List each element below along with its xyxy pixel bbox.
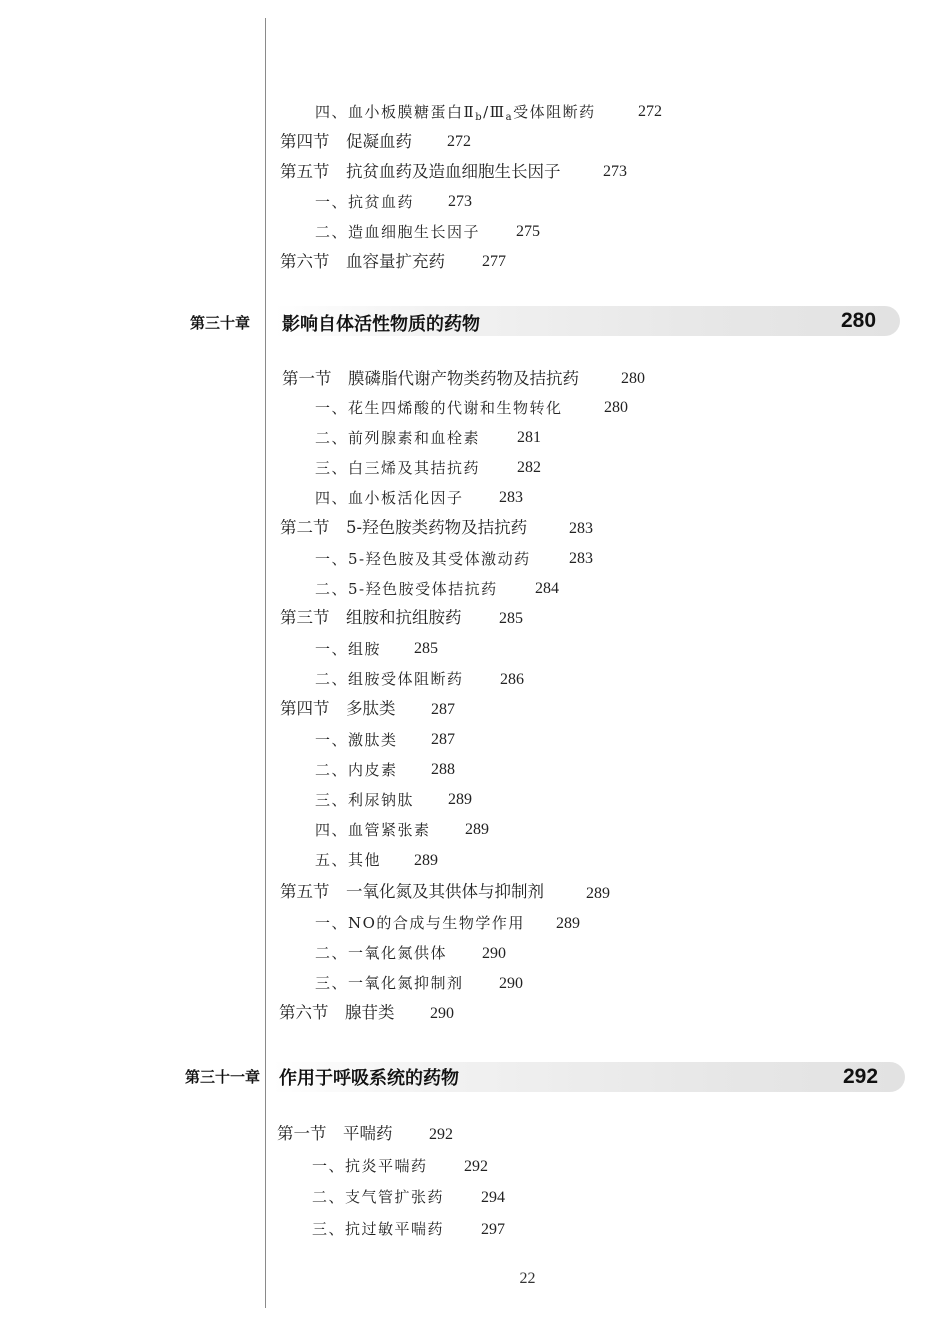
entry-page: 289 bbox=[586, 885, 610, 902]
entry-page: 284 bbox=[535, 580, 559, 597]
entry-page: 283 bbox=[569, 550, 593, 567]
toc-entry: 二、内皮素 bbox=[315, 761, 398, 779]
entry-page: 287 bbox=[431, 701, 455, 718]
toc-entry: 二、支气管扩张药 bbox=[312, 1188, 445, 1206]
toc-entry bbox=[315, 102, 596, 128]
toc-entry: 二、一氧化氮供体 bbox=[315, 944, 448, 962]
page-number: 22 bbox=[519, 1270, 536, 1287]
margin-rule bbox=[265, 18, 266, 1308]
entry-page: 292 bbox=[464, 1158, 488, 1175]
entry-page: 283 bbox=[499, 489, 523, 506]
toc-entry: 五、其他 bbox=[315, 851, 382, 869]
entry-page: 285 bbox=[414, 640, 438, 657]
toc-entry: 第五节 抗贫血药及造血细胞生长因子 bbox=[280, 162, 561, 181]
entry-page: 281 bbox=[517, 429, 541, 446]
chapter-title: 影响自体活性物质的药物 bbox=[282, 314, 480, 335]
chapter-label: 第三十章 bbox=[190, 314, 251, 332]
entry-page: 275 bbox=[516, 223, 540, 240]
toc-entry: 一、组胺 bbox=[315, 640, 382, 658]
toc-entry: 三、抗过敏平喘药 bbox=[312, 1220, 445, 1238]
toc-entry: 三、白三烯及其拮抗药 bbox=[315, 459, 481, 477]
entry-page: 290 bbox=[499, 975, 523, 992]
entry-page: 273 bbox=[603, 163, 627, 180]
entry-page: 288 bbox=[431, 761, 455, 778]
entry-page: 285 bbox=[499, 610, 523, 627]
entry-text: 受体阻断药 bbox=[513, 103, 596, 121]
toc-entry: 二、造血细胞生长因子 bbox=[315, 223, 481, 241]
entry-page: 294 bbox=[481, 1189, 505, 1206]
subscript: b bbox=[475, 112, 484, 123]
toc-entry: 四、血管紧张素 bbox=[315, 821, 431, 839]
toc-entry: 第三节 组胺和抗组胺药 bbox=[280, 608, 462, 627]
toc-entry: 四、血小板活化因子 bbox=[315, 489, 464, 507]
entry-page: 289 bbox=[414, 852, 438, 869]
toc-entry: 二、组胺受体阻断药 bbox=[315, 670, 464, 688]
entry-text: 四、血小板膜糖蛋白Ⅱ bbox=[315, 103, 476, 121]
toc-entry: 第一节 平喘药 bbox=[277, 1124, 393, 1143]
toc-entry: 第四节 促凝血药 bbox=[280, 132, 412, 151]
entry-page: 297 bbox=[481, 1221, 505, 1238]
entry-text: /Ⅲ bbox=[483, 103, 506, 121]
toc-entry: 第四节 多肽类 bbox=[280, 699, 396, 718]
entry-page: 290 bbox=[430, 1005, 454, 1022]
toc-entry: 三、利尿钠肽 bbox=[315, 791, 415, 809]
toc-entry: 第六节 血容量扩充药 bbox=[280, 252, 445, 271]
entry-page: 283 bbox=[569, 520, 593, 537]
entry-page: 286 bbox=[500, 671, 524, 688]
entry-page: 273 bbox=[448, 193, 472, 210]
toc-entry: 一、花生四烯酸的代谢和生物转化 bbox=[315, 399, 563, 417]
entry-page: 280 bbox=[621, 370, 645, 387]
entry-page: 272 bbox=[638, 103, 662, 120]
entry-page: 290 bbox=[482, 945, 506, 962]
toc-entry: 第六节 腺苷类 bbox=[279, 1003, 395, 1022]
entry-page: 280 bbox=[604, 399, 628, 416]
toc-entry: 第二节 5-羟色胺类药物及拮抗药 bbox=[280, 518, 528, 537]
entry-page: 289 bbox=[448, 791, 472, 808]
toc-entry: 二、前列腺素和血栓素 bbox=[315, 429, 481, 447]
toc-entry: 一、抗炎平喘药 bbox=[312, 1157, 428, 1175]
chapter-label: 第三十一章 bbox=[185, 1068, 261, 1086]
subscript: a bbox=[505, 112, 514, 123]
toc-entry: 三、一氧化氮抑制剂 bbox=[315, 974, 464, 992]
toc-entry: 一、抗贫血药 bbox=[315, 193, 415, 211]
chapter-title: 作用于呼吸系统的药物 bbox=[279, 1068, 459, 1089]
toc-entry: 第一节 膜磷脂代谢产物类药物及拮抗药 bbox=[282, 369, 579, 388]
entry-page: 282 bbox=[517, 459, 541, 476]
toc-entry: 一、5-羟色胺及其受体激动药 bbox=[315, 550, 531, 568]
entry-page: 277 bbox=[482, 253, 506, 270]
toc-entry: 一、激肽类 bbox=[315, 731, 398, 749]
entry-page: 289 bbox=[465, 821, 489, 838]
chapter-page: 280 bbox=[841, 309, 877, 332]
entry-page: 287 bbox=[431, 731, 455, 748]
toc-entry: 二、5-羟色胺受体拮抗药 bbox=[315, 580, 498, 598]
chapter-page: 292 bbox=[843, 1065, 879, 1088]
toc-entry: 一、NO的合成与生物学作用 bbox=[315, 914, 525, 932]
entry-page: 292 bbox=[429, 1126, 453, 1143]
entry-page: 289 bbox=[556, 915, 580, 932]
entry-page: 272 bbox=[447, 133, 471, 150]
toc-entry: 第五节 一氧化氮及其供体与抑制剂 bbox=[280, 882, 544, 901]
